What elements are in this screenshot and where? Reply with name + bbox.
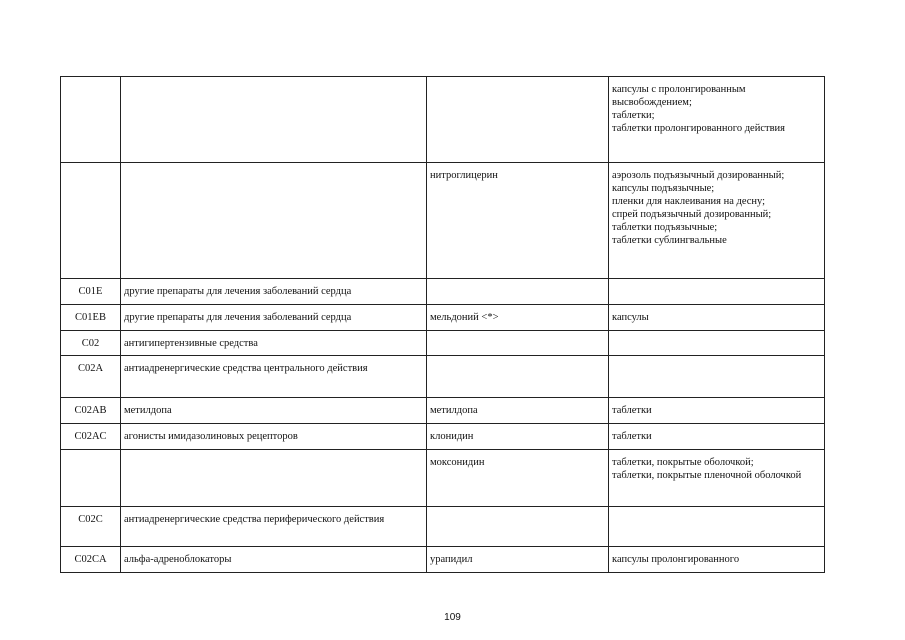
dosage-form-cell: капсулы bbox=[609, 305, 825, 331]
page-number: 109 bbox=[444, 612, 461, 623]
atc-code-cell bbox=[61, 77, 121, 163]
table-row bbox=[61, 398, 825, 424]
table-row bbox=[61, 450, 825, 507]
dosage-form-cell: капсулы пролонгированного bbox=[609, 547, 825, 573]
drug-name-cell: мельдоний <*> bbox=[427, 305, 609, 331]
atc-code-cell: C01EB bbox=[61, 305, 121, 331]
dosage-form-cell: таблетки bbox=[609, 424, 825, 450]
atc-code-cell: C01E bbox=[61, 279, 121, 305]
pharmacological-group-cell bbox=[121, 163, 427, 279]
table-row bbox=[61, 356, 825, 398]
dosage-form-cell: таблетки, покрытые оболочкой; таблетки, покрытые пленочной оболочкой bbox=[609, 450, 825, 507]
atc-code-cell bbox=[61, 163, 121, 279]
pharmacological-group-cell: метилдопа bbox=[121, 398, 427, 424]
pharmacological-group-cell: другие препараты для лечения заболеваний сердца bbox=[121, 279, 427, 305]
dosage-form-cell bbox=[609, 507, 825, 547]
drug-name-cell bbox=[427, 331, 609, 356]
table-row bbox=[61, 163, 825, 279]
atc-code-cell: C02AB bbox=[61, 398, 121, 424]
table-row bbox=[61, 507, 825, 547]
table-row bbox=[61, 547, 825, 573]
drug-list-table bbox=[60, 76, 825, 573]
drug-name-cell bbox=[427, 279, 609, 305]
drug-name-cell: моксонидин bbox=[427, 450, 609, 507]
atc-code-cell: C02C bbox=[61, 507, 121, 547]
pharmacological-group-cell bbox=[121, 77, 427, 163]
drug-name-cell: урапидил bbox=[427, 547, 609, 573]
table-row bbox=[61, 77, 825, 163]
drug-name-cell: клонидин bbox=[427, 424, 609, 450]
pharmacological-group-cell: антиадренергические средства центрального действия bbox=[121, 356, 427, 398]
drug-name-cell bbox=[427, 507, 609, 547]
atc-code-cell: C02A bbox=[61, 356, 121, 398]
dosage-form-cell bbox=[609, 356, 825, 398]
drug-name-cell: метилдопа bbox=[427, 398, 609, 424]
atc-code-cell: C02AC bbox=[61, 424, 121, 450]
table-row bbox=[61, 305, 825, 331]
atc-code-cell: C02CA bbox=[61, 547, 121, 573]
pharmacological-group-cell: антиадренергические средства периферического действия bbox=[121, 507, 427, 547]
dosage-form-cell bbox=[609, 279, 825, 305]
table-row bbox=[61, 424, 825, 450]
dosage-form-cell bbox=[609, 331, 825, 356]
table-row bbox=[61, 331, 825, 356]
pharmacological-group-cell: антигипертензивные средства bbox=[121, 331, 427, 356]
drug-name-cell bbox=[427, 77, 609, 163]
atc-code-cell: C02 bbox=[61, 331, 121, 356]
drug-name-cell: нитроглицерин bbox=[427, 163, 609, 279]
pharmacological-group-cell: альфа-адреноблокаторы bbox=[121, 547, 427, 573]
table-row bbox=[61, 279, 825, 305]
dosage-form-cell: капсулы с пролонгированным высвобождением; таблетки; таблетки пролонгированного действия bbox=[609, 77, 825, 163]
dosage-form-cell: аэрозоль подъязычный дозированный; капсулы подъязычные; пленки для наклеивания на десну; спрей подъязычный дозированный; таблетки подъязычные; таблетки сублингвальные bbox=[609, 163, 825, 279]
pharmacological-group-cell: другие препараты для лечения заболеваний сердца bbox=[121, 305, 427, 331]
dosage-form-cell: таблетки bbox=[609, 398, 825, 424]
drug-name-cell bbox=[427, 356, 609, 398]
pharmacological-group-cell: агонисты имидазолиновых рецепторов bbox=[121, 424, 427, 450]
atc-code-cell bbox=[61, 450, 121, 507]
pharmacological-group-cell bbox=[121, 450, 427, 507]
